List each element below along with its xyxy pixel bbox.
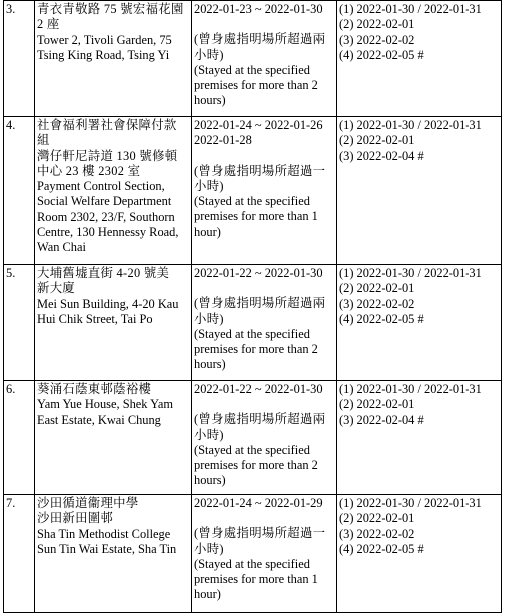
- stay-remark-chinese: 小時): [194, 311, 224, 326]
- visit-period: 2022-01-23 ~ 2022-01-30: [194, 2, 323, 16]
- premises-table-body: [4, 1, 502, 613]
- address-english-line: Tsing King Road, Tsing Yi: [37, 47, 170, 62]
- row-number-cell: [4, 381, 35, 495]
- visit-period: 2022-01-24 ~ 2022-01-29: [194, 496, 323, 510]
- test-date: (1) 2022-01-30 / 2022-01-31: [339, 382, 482, 396]
- test-dates-cell: [337, 1, 502, 117]
- test-date: (2) 2022-02-01: [339, 281, 415, 296]
- period-cell: [192, 117, 337, 265]
- address-english-line: Social Welfare Department: [37, 194, 172, 209]
- stay-remark-chinese: (曾身處指明場所超過一: [194, 526, 326, 541]
- stay-remark-english: (Stayed at the specified: [194, 556, 310, 571]
- row-number: 3.: [6, 2, 16, 16]
- test-date: (2) 2022-02-01: [339, 17, 415, 32]
- visit-period: 2022-01-22 ~ 2022-01-30: [194, 382, 323, 396]
- stay-remark-chinese: 小時): [194, 178, 224, 193]
- period-cell: [192, 381, 337, 495]
- address-english-line: Centre, 130 Hennessy Road,: [37, 225, 179, 240]
- address-cell: [35, 1, 192, 117]
- row-number-cell: [4, 265, 35, 381]
- stay-remark-chinese: 小時): [194, 47, 224, 62]
- row-number-cell: [4, 495, 35, 613]
- stay-remark-english: premises for more than 2: [194, 342, 318, 357]
- address-cell: [35, 381, 192, 495]
- address-chinese-line: 2 座: [37, 17, 60, 32]
- address-cell: [35, 265, 192, 381]
- address-chinese-line: 灣仔軒尼詩道 130 號修頓: [37, 148, 178, 163]
- stay-remark-chinese: 小時): [194, 427, 224, 442]
- address-english-line: Wan Chai: [37, 240, 86, 255]
- stay-remark-english: (Stayed at the specified: [194, 326, 310, 341]
- test-date: (2) 2022-02-01: [339, 397, 415, 412]
- test-date: (1) 2022-01-30 / 2022-01-31: [339, 496, 482, 510]
- row-number: 7.: [6, 496, 16, 510]
- address-chinese-line: 葵涌石蔭東邨蔭裕樓: [37, 382, 152, 396]
- test-dates-cell: [337, 117, 502, 265]
- stay-remark-chinese: 小時): [194, 541, 224, 556]
- test-date: (4) 2022-02-05 #: [339, 541, 424, 556]
- spacer: [194, 149, 334, 164]
- stay-remark-english: hours): [194, 473, 226, 488]
- address-english-line: Mei Sun Building, 4-20 Kau: [37, 296, 179, 311]
- stay-remark-english: hours): [194, 357, 226, 372]
- period-cell: [192, 1, 337, 117]
- table-row: [4, 265, 502, 381]
- test-date: (1) 2022-01-30 / 2022-01-31: [339, 2, 482, 16]
- spacer: [194, 17, 334, 32]
- address-english-line: Sha Tin Methodist College: [37, 526, 171, 541]
- visit-period: 2022-01-24 ~ 2022-01-26: [194, 118, 323, 132]
- address-english-line: Tower 2, Tivoli Garden, 75: [37, 32, 172, 47]
- stay-remark-english: premises for more than 1: [194, 572, 318, 587]
- table-row: [4, 117, 502, 265]
- address-english-line: East Estate, Kwai Chung: [37, 412, 161, 427]
- period-cell: [192, 495, 337, 613]
- test-date: (3) 2022-02-02: [339, 32, 415, 47]
- stay-remark-english: premises for more than 2: [194, 458, 318, 473]
- stay-remark-english: hour): [194, 587, 221, 602]
- stay-remark-english: hour): [194, 224, 221, 239]
- spacer: [194, 281, 334, 296]
- stay-remark-english: premises for more than 1: [194, 209, 318, 224]
- test-date: (3) 2022-02-04 #: [339, 148, 424, 163]
- table-row: [4, 495, 502, 613]
- address-english-line: Yam Yue House, Shek Yam: [37, 397, 173, 412]
- test-date: (3) 2022-02-02: [339, 526, 415, 541]
- stay-remark-english: hours): [194, 93, 226, 108]
- test-date: (2) 2022-02-01: [339, 511, 415, 526]
- address-english-line: Hui Chik Street, Tai Po: [37, 311, 153, 326]
- spacer: [194, 397, 334, 412]
- test-date: (4) 2022-02-05 #: [339, 47, 424, 62]
- row-number: 4.: [6, 118, 16, 132]
- address-chinese-line: 青衣青敬路 75 號宏福花園: [37, 2, 184, 16]
- test-dates-cell: [337, 495, 502, 613]
- test-dates-cell: [337, 265, 502, 381]
- address-chinese-line: 新大廈: [37, 281, 76, 296]
- row-number: 6.: [6, 382, 16, 396]
- address-chinese-line: 社會福利署社會保障付款: [37, 118, 177, 132]
- stay-remark-chinese: (曾身處指明場所超過兩: [194, 296, 326, 311]
- test-dates-cell: [337, 381, 502, 495]
- test-date: (3) 2022-02-02: [339, 296, 415, 311]
- address-chinese-line: 沙田循道衞理中學: [37, 496, 139, 510]
- stay-remark-english: (Stayed at the specified: [194, 194, 310, 209]
- row-number-cell: [4, 117, 35, 265]
- stay-remark-english: premises for more than 2: [194, 78, 318, 93]
- test-date: (3) 2022-02-04 #: [339, 412, 424, 427]
- address-english-line: Sun Tin Wai Estate, Sha Tin: [37, 541, 177, 556]
- table-row: [4, 381, 502, 495]
- address-cell: [35, 495, 192, 613]
- stay-remark-chinese: (曾身處指明場所超過兩: [194, 32, 326, 47]
- test-date: (2) 2022-02-01: [339, 133, 415, 148]
- address-english-line: Room 2302, 23/F, Southorn: [37, 209, 175, 224]
- stay-remark-chinese: (曾身處指明場所超過一: [194, 163, 326, 178]
- stay-remark-english: (Stayed at the specified: [194, 442, 310, 457]
- stay-remark-english: (Stayed at the specified: [194, 62, 310, 77]
- address-chinese-line: 大埔舊墟直街 4-20 號美: [37, 266, 170, 280]
- table-row: [4, 1, 502, 117]
- visit-period: 2022-01-22 ~ 2022-01-30: [194, 266, 323, 280]
- premises-table: [3, 0, 502, 613]
- test-date: (1) 2022-01-30 / 2022-01-31: [339, 118, 482, 132]
- row-number: 5.: [6, 266, 16, 280]
- test-date: (1) 2022-01-30 / 2022-01-31: [339, 266, 482, 280]
- address-chinese-line: 組: [37, 133, 50, 148]
- visit-period: 2022-01-28: [194, 133, 252, 148]
- test-date: (4) 2022-02-05 #: [339, 311, 424, 326]
- address-english-line: Payment Control Section,: [37, 179, 165, 194]
- address-cell: [35, 117, 192, 265]
- address-chinese-line: 中心 23 樓 2302 室: [37, 163, 141, 178]
- stay-remark-chinese: (曾身處指明場所超過兩: [194, 412, 326, 427]
- period-cell: [192, 265, 337, 381]
- row-number-cell: [4, 1, 35, 117]
- address-chinese-line: 沙田新田圍邨: [37, 511, 114, 526]
- spacer: [194, 511, 334, 526]
